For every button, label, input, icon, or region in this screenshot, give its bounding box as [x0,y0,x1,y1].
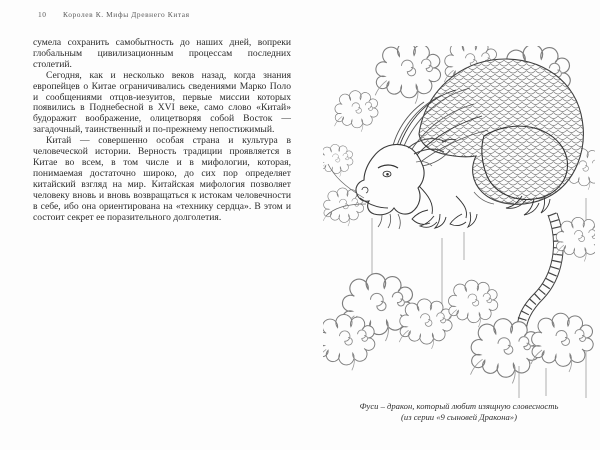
dragon-front-leg [412,186,477,228]
page-number: 10 [38,10,47,19]
body-paragraph: сумела сохранить самобытность до наших дней, вопреки глобальным цивилизационным процессам последних столетий. [33,37,291,70]
dragon-illustration-svg [323,46,595,404]
figure-caption-line1: Фуси – дракон, который любит изящную словесность [359,401,559,411]
body-paragraph: Сегодня, как и несколько веков назад, когда знания европейцев о Китае ограничивались сведениями Марко Поло и сообщениями отцов-иезуитов, первые миссии которых появились в Поднебесной в XVI веке, само слово «Китай» будоражит воображение, олицетворяя собой Восток — загадочный, таинственный и по-прежнему непостижимый. [33,69,291,136]
running-head [38,10,190,19]
running-title: Королев К. Мифы Древнего Китая [63,10,190,19]
figure-caption-line2: (из серии «9 сыновей Дракона») [401,412,517,422]
dragon-illustration [323,46,595,404]
dragon-beard [378,214,400,229]
dragon-body [419,59,583,215]
body-paragraph: Китай — совершенно особая страна и культура в человеческой истории. Верность традиции проявляется в Китае во всем, в том числе и в мифологии, которая, понимаемая достаточно широко, до сих пор определяет китайский взгляд на мир. Китайская мифология позволяет человеку вновь и вновь возвращаться к истокам человечности в себе, ибо она ориентирована на «технику сердца». В этом и состоит секрет ее поразительного долголетия. [33,135,291,223]
body-text-column [33,38,291,223]
figure-caption [323,401,595,423]
